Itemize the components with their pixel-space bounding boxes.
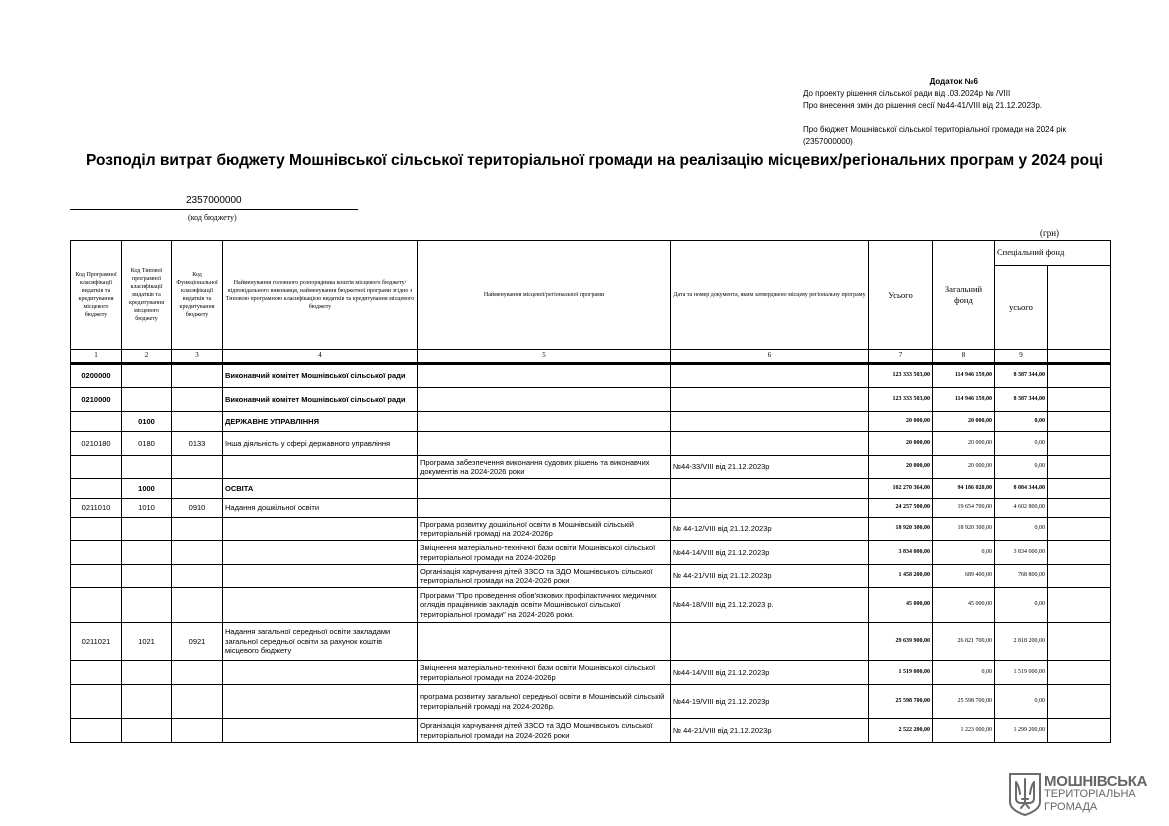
total-cell: 1 519 000,00 [869, 661, 933, 685]
unit-mark: (грн) [1040, 228, 1060, 238]
program-code-cell [71, 479, 122, 499]
document-cell [671, 388, 869, 412]
general-fund-cell: 0,00 [933, 661, 995, 685]
program-name-cell [418, 364, 671, 388]
functional-code-cell [172, 388, 223, 412]
document-cell: № 44-21/VIII від 21.12.2023р [671, 565, 869, 588]
program-name-cell: Програма забезпечення виконання судових рішень та виконавчих документів на 2024-2026 роки [418, 456, 671, 479]
manager-name-cell: Виконавчий комітет Мошнівської сільської ради [223, 364, 418, 388]
typical-code-cell [122, 661, 172, 685]
document-header [803, 76, 1066, 148]
program-code-cell [71, 588, 122, 623]
header-line-amendment: Про внесення змін до рішення сесії №44-41/VIII від 21.12.2023р. [803, 101, 1043, 110]
tryzub-emblem-icon [1008, 772, 1042, 816]
total-cell: 20 000,00 [869, 432, 933, 456]
general-fund-cell: 0,00 [933, 541, 995, 565]
program-name-cell [418, 432, 671, 456]
manager-name-cell: Надання загальної середньої освіти закладами загальної середньої освіти за рахунок коштів місцевого бюджету [223, 623, 418, 661]
special-fund-cell: 1 299 200,00 [995, 719, 1048, 743]
budget-code-caption: (код бюджету) [188, 213, 237, 222]
typical-code-cell [122, 685, 172, 719]
table-row [71, 479, 1111, 499]
header-program-code: Код Програмної класифікації видатків та кредитування місцевого бюджету [71, 241, 122, 350]
col-number: 1 [71, 350, 122, 364]
functional-code-cell: 0910 [172, 499, 223, 518]
manager-name-cell [223, 685, 418, 719]
program-name-cell: Організація харчування дітей ЗЗСО та ЗДО Мошнівськоъ сільської територіальної громади на 2024-2026 роки [418, 719, 671, 743]
special-fund-cell: 768 800,00 [995, 565, 1048, 588]
col-number: 4 [223, 350, 418, 364]
general-fund-cell: 20 000,00 [933, 456, 995, 479]
document-cell [671, 432, 869, 456]
program-name-cell [418, 388, 671, 412]
budget-code-block [70, 195, 358, 222]
general-fund-cell: 25 598 700,00 [933, 685, 995, 719]
total-cell: 18 920 300,00 [869, 518, 933, 541]
typical-code-cell [122, 588, 172, 623]
general-fund-cell: 689 400,00 [933, 565, 995, 588]
typical-code-cell: 1000 [122, 479, 172, 499]
manager-name-cell [223, 661, 418, 685]
table-row [71, 456, 1111, 479]
functional-code-cell [172, 479, 223, 499]
functional-code-cell [172, 518, 223, 541]
special-extra-cell [1048, 661, 1111, 685]
typical-code-cell [122, 541, 172, 565]
functional-code-cell: 0921 [172, 623, 223, 661]
logo-line-3: ГРОМАДА [1044, 801, 1098, 813]
manager-name-cell [223, 719, 418, 743]
header-line-budget: Про бюджет Мошнівської сільської територіальної громади на 2024 рік [803, 125, 1067, 134]
special-fund-cell: 0,00 [995, 588, 1048, 623]
program-name-cell [418, 623, 671, 661]
functional-code-cell [172, 719, 223, 743]
manager-name-cell [223, 456, 418, 479]
program-name-cell: програма розвитку загальної середньої освіти в Мошнівській сільській територіальній громаді на 2024-2026р. [418, 685, 671, 719]
program-code-cell: 0210000 [71, 388, 122, 412]
col-number [1048, 350, 1111, 364]
special-extra-cell [1048, 588, 1111, 623]
column-numbers-row [71, 350, 1111, 364]
manager-name-cell [223, 565, 418, 588]
program-code-cell [71, 685, 122, 719]
special-extra-cell [1048, 518, 1111, 541]
page-title: Розподіл витрат бюджету Мошнівської сільської територіальної громади на реалізацію місцевих/регіональних програм у 2024 році [86, 152, 1103, 169]
special-fund-cell: 3 834 000,00 [995, 541, 1048, 565]
header-total: Усього [869, 241, 933, 350]
document-cell: №44-33/VIII від 21.12.2023р [671, 456, 869, 479]
table-row [71, 432, 1111, 456]
logo-line-1: МОШНІВСЬКА [1044, 773, 1148, 790]
manager-name-cell: ОСВІТА [223, 479, 418, 499]
functional-code-cell [172, 588, 223, 623]
functional-code-cell [172, 661, 223, 685]
total-cell: 102 270 364,00 [869, 479, 933, 499]
manager-name-cell [223, 518, 418, 541]
program-code-cell: 0211010 [71, 499, 122, 518]
typical-code-cell [122, 565, 172, 588]
general-fund-cell: 114 946 159,00 [933, 364, 995, 388]
col-number: 7 [869, 350, 933, 364]
program-name-cell: Зміцнення матеріально-технічної бази освіти Мошнівської сільської територіальної громади на 2024-2026р [418, 661, 671, 685]
general-fund-cell: 20 000,00 [933, 412, 995, 432]
special-extra-cell [1048, 456, 1111, 479]
general-fund-cell: 45 000,00 [933, 588, 995, 623]
special-extra-cell [1048, 623, 1111, 661]
program-code-cell: 0211021 [71, 623, 122, 661]
document-cell: № 44-21/VIII від 21.12.2023р [671, 719, 869, 743]
special-extra-cell [1048, 388, 1111, 412]
typical-code-cell: 0100 [122, 412, 172, 432]
header-manager-name: Найменування головного розпорядника коштів місцевого бюджету/ відповідального виконавця, найменування бюджетної програми згідно з Типовою програмною класифікацією видатків та кредитування місцевого бюджету [223, 241, 418, 350]
program-name-cell [418, 499, 671, 518]
typical-code-cell: 0180 [122, 432, 172, 456]
col-number: 6 [671, 350, 869, 364]
program-code-cell: 0200000 [71, 364, 122, 388]
header-document: Дата та номер документа, яким затверджено місцеву регіональну програму [671, 241, 869, 350]
total-cell: 123 333 503,00 [869, 388, 933, 412]
functional-code-cell: 0133 [172, 432, 223, 456]
total-cell: 20 000,00 [869, 456, 933, 479]
general-fund-cell: 19 654 700,00 [933, 499, 995, 518]
document-cell: №44-18/VIII від 21.12.2023 р. [671, 588, 869, 623]
program-code-cell [71, 719, 122, 743]
special-fund-cell: 8 387 344,00 [995, 364, 1048, 388]
col-number: 2 [122, 350, 172, 364]
manager-name-cell: ДЕРЖАВНЕ УПРАВЛІННЯ [223, 412, 418, 432]
special-fund-cell: 0,00 [995, 432, 1048, 456]
program-name-cell [418, 412, 671, 432]
program-name-cell: Програма розвитку дошкільної освіти в Мошнівській сільській територіальній громаді на 2024-2026р [418, 518, 671, 541]
table-row [71, 518, 1111, 541]
special-extra-cell [1048, 541, 1111, 565]
total-cell: 45 000,00 [869, 588, 933, 623]
special-extra-cell [1048, 499, 1111, 518]
col-number: 3 [172, 350, 223, 364]
special-fund-cell: 0,00 [995, 456, 1048, 479]
general-fund-cell: 20 000,00 [933, 432, 995, 456]
total-cell: 29 639 900,00 [869, 623, 933, 661]
special-extra-cell [1048, 412, 1111, 432]
special-extra-cell [1048, 479, 1111, 499]
typical-code-cell [122, 518, 172, 541]
program-code-cell [71, 518, 122, 541]
col-number: 9 [995, 350, 1048, 364]
typical-code-cell [122, 456, 172, 479]
header-line-project: До проекту рішення сільської ради від .03.2024р № /VIII [803, 89, 1011, 98]
table-row [71, 685, 1111, 719]
document-cell [671, 364, 869, 388]
header-general-fund: Загальний фонд [933, 241, 995, 350]
header-program-name: Найменування місцевої/регіональної програми [418, 241, 671, 350]
total-cell: 3 834 000,00 [869, 541, 933, 565]
special-fund-cell: 4 602 800,00 [995, 499, 1048, 518]
typical-code-cell [122, 364, 172, 388]
document-cell [671, 623, 869, 661]
general-fund-cell: 114 946 159,00 [933, 388, 995, 412]
special-extra-cell [1048, 364, 1111, 388]
table-row [71, 499, 1111, 518]
table-row [71, 388, 1111, 412]
manager-name-cell [223, 588, 418, 623]
functional-code-cell [172, 364, 223, 388]
budget-code-value: 2357000000 [186, 195, 242, 206]
document-cell: №44-14/VIII від 21.12.2023р [671, 661, 869, 685]
header-special-fund: Спеціальний фонд [995, 241, 1111, 266]
budget-code-underline [70, 209, 358, 210]
col-number: 5 [418, 350, 671, 364]
special-fund-cell: 0,00 [995, 518, 1048, 541]
manager-name-cell: Інша діяльність у сфері державного управління [223, 432, 418, 456]
table-viewport [70, 240, 1065, 752]
program-name-cell: Програми "Про проведення обов'язкових профілактичних медичних оглядів працівників закладів освіти Мошнівської сільської територіальної громади" на 2024-2026 роки. [418, 588, 671, 623]
special-extra-cell [1048, 685, 1111, 719]
program-code-cell [71, 541, 122, 565]
general-fund-cell: 1 223 000,00 [933, 719, 995, 743]
document-cell [671, 412, 869, 432]
table-row [71, 661, 1111, 685]
table-row [71, 541, 1111, 565]
program-code-cell: 0210180 [71, 432, 122, 456]
typical-code-cell [122, 719, 172, 743]
total-cell: 123 333 503,00 [869, 364, 933, 388]
typical-code-cell: 1010 [122, 499, 172, 518]
total-cell: 1 458 200,00 [869, 565, 933, 588]
program-name-cell: Зміцнення матеріально-технічної бази освіти Мошнівської сільської територіальної громади на 2024-2026р [418, 541, 671, 565]
functional-code-cell [172, 541, 223, 565]
logo-line-2: ТЕРИТОРІАЛЬНА [1044, 788, 1136, 800]
typical-code-cell [122, 388, 172, 412]
general-fund-cell: 18 920 300,00 [933, 518, 995, 541]
functional-code-cell [172, 412, 223, 432]
document-cell: № 44-12/VIII від 21.12.2023р [671, 518, 869, 541]
special-fund-cell: 8 084 344,00 [995, 479, 1048, 499]
program-name-cell [418, 479, 671, 499]
general-fund-cell: 26 821 700,00 [933, 623, 995, 661]
header-special-total: усього [995, 265, 1048, 349]
table-row [71, 565, 1111, 588]
manager-name-cell [223, 541, 418, 565]
document-cell [671, 499, 869, 518]
special-extra-cell [1048, 719, 1111, 743]
header-functional-code: Код Функціональної класифікації видатків та кредитування бюджету [172, 241, 223, 350]
special-extra-cell [1048, 565, 1111, 588]
header-typical-code: Код Типової програмної класифікації видатків та кредитування місцевого бюджету [122, 241, 172, 350]
special-fund-cell: 8 387 344,00 [995, 388, 1048, 412]
special-fund-cell: 2 818 200,00 [995, 623, 1048, 661]
program-code-cell [71, 565, 122, 588]
total-cell: 20 000,00 [869, 412, 933, 432]
program-expenditure-table [70, 240, 1111, 743]
total-cell: 24 257 500,00 [869, 499, 933, 518]
total-cell: 25 598 700,00 [869, 685, 933, 719]
table-row [71, 719, 1111, 743]
program-code-cell [71, 456, 122, 479]
functional-code-cell [172, 565, 223, 588]
special-fund-cell: 0,00 [995, 685, 1048, 719]
functional-code-cell [172, 685, 223, 719]
special-fund-cell: 1 519 000,00 [995, 661, 1048, 685]
document-cell: №44-14/VIII від 21.12.2023р [671, 541, 869, 565]
program-code-cell [71, 661, 122, 685]
table-row [71, 364, 1111, 388]
program-code-cell [71, 412, 122, 432]
header-line-code: (2357000000) [803, 137, 853, 146]
manager-name-cell: Виконавчий комітет Мошнівської сільської ради [223, 388, 418, 412]
program-name-cell: Організація харчування дітей ЗЗСО та ЗДО Мошнівськоъ сільської територіальної громади на 2024-2026 роки [418, 565, 671, 588]
special-fund-cell: 0,00 [995, 412, 1048, 432]
table-row [71, 412, 1111, 432]
community-logo [1008, 772, 1158, 816]
special-extra-cell [1048, 432, 1111, 456]
header-special-extra [1048, 265, 1111, 349]
document-cell: №44-19/VIII від 21.12.2023р [671, 685, 869, 719]
functional-code-cell [172, 456, 223, 479]
general-fund-cell: 94 186 020,00 [933, 479, 995, 499]
table-row [71, 588, 1111, 623]
document-cell [671, 479, 869, 499]
table-row [71, 623, 1111, 661]
appendix-title: Додаток №6 [929, 77, 978, 86]
typical-code-cell: 1021 [122, 623, 172, 661]
col-number: 8 [933, 350, 995, 364]
total-cell: 2 522 200,00 [869, 719, 933, 743]
manager-name-cell: Надання дошкільної освіти [223, 499, 418, 518]
table-body [71, 364, 1111, 743]
